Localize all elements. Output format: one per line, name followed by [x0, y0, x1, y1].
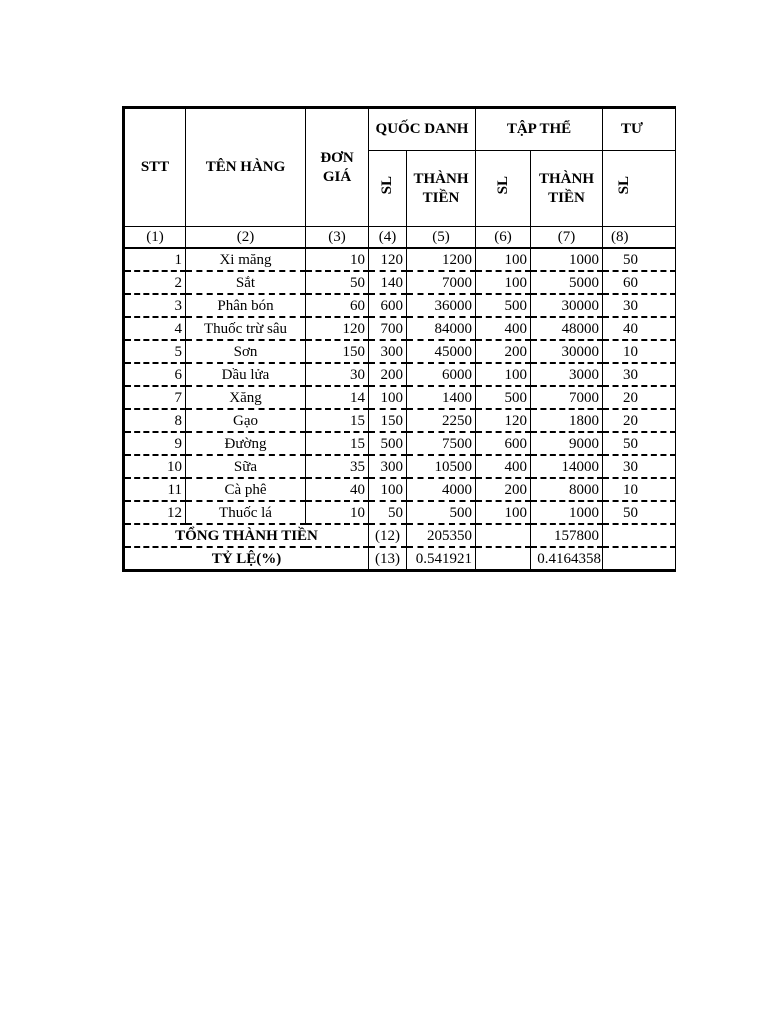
tt-amount-cell: 5000: [531, 271, 603, 294]
qd-qty-cell: 120: [369, 248, 407, 271]
total-quoc-danh: 205350: [407, 524, 476, 547]
index-cell: (4): [369, 227, 407, 249]
ratio-row: [124, 547, 676, 571]
header-tap-the: TẬP THỂ: [476, 108, 603, 151]
tt-amount-cell: 8000: [531, 478, 603, 501]
stt-cell: 8: [124, 409, 186, 432]
table-row: [124, 409, 676, 432]
header-sl-3-text: SL: [616, 176, 633, 195]
qd-amount-cell: 4000: [407, 478, 476, 501]
total-row: [124, 524, 676, 547]
total-empty: [603, 524, 676, 547]
qd-amount-cell: 1400: [407, 386, 476, 409]
table-row: [124, 432, 676, 455]
table-viewport: [122, 106, 643, 567]
tu-qty-cell: 50: [603, 248, 676, 271]
item-name-cell: Thuốc trừ sâu: [186, 317, 306, 340]
data-rows: [124, 248, 676, 524]
tt-amount-cell: 14000: [531, 455, 603, 478]
unit-price-cell: 50: [306, 271, 369, 294]
unit-price-cell: 150: [306, 340, 369, 363]
index-cell: (8): [603, 227, 676, 249]
goods-table: [122, 106, 676, 572]
index-cell: (7): [531, 227, 603, 249]
tt-qty-cell: 100: [476, 248, 531, 271]
unit-price-cell: 40: [306, 478, 369, 501]
unit-price-cell: 10: [306, 501, 369, 524]
tt-amount-cell: 30000: [531, 294, 603, 317]
header-tu: [603, 108, 676, 151]
header-sl-1-text: SL: [379, 176, 395, 195]
tu-qty-cell: 20: [603, 409, 676, 432]
tt-amount-cell: 1800: [531, 409, 603, 432]
qd-qty-cell: 600: [369, 294, 407, 317]
tt-qty-cell: 400: [476, 317, 531, 340]
unit-price-cell: 120: [306, 317, 369, 340]
tu-qty-cell: 20: [603, 386, 676, 409]
qd-qty-cell: 100: [369, 386, 407, 409]
qd-qty-cell: 300: [369, 340, 407, 363]
tu-qty-cell: 50: [603, 501, 676, 524]
index-cell: (1): [124, 227, 186, 249]
tu-qty-cell: 60: [603, 271, 676, 294]
qd-amount-cell: 36000: [407, 294, 476, 317]
table-row: [124, 294, 676, 317]
tt-qty-cell: 100: [476, 363, 531, 386]
tt-qty-cell: 600: [476, 432, 531, 455]
stt-cell: 5: [124, 340, 186, 363]
tt-qty-cell: 100: [476, 501, 531, 524]
tt-amount-cell: 1000: [531, 248, 603, 271]
tt-amount-cell: 3000: [531, 363, 603, 386]
index-cell: (6): [476, 227, 531, 249]
header-sl-3: [603, 151, 676, 227]
unit-price-cell: 60: [306, 294, 369, 317]
qd-amount-cell: 1200: [407, 248, 476, 271]
header-sl-2-text: SL: [494, 176, 511, 195]
total-code: (12): [369, 524, 407, 547]
unit-price-cell: 10: [306, 248, 369, 271]
qd-amount-cell: 45000: [407, 340, 476, 363]
item-name-cell: Gạo: [186, 409, 306, 432]
item-name-cell: Cà phê: [186, 478, 306, 501]
header-thanh-tien-2: THÀNH TIỀN: [531, 151, 603, 227]
qd-qty-cell: 500: [369, 432, 407, 455]
table-row: [124, 317, 676, 340]
qd-qty-cell: 140: [369, 271, 407, 294]
item-name-cell: Dầu lửa: [186, 363, 306, 386]
unit-price-cell: 35: [306, 455, 369, 478]
index-cell: (5): [407, 227, 476, 249]
ratio-empty: [603, 547, 676, 571]
table-row: [124, 271, 676, 294]
unit-price-cell: 15: [306, 432, 369, 455]
ratio-empty: [476, 547, 531, 571]
index-row: [124, 227, 676, 249]
unit-price-cell: 14: [306, 386, 369, 409]
item-name-cell: Xăng: [186, 386, 306, 409]
header-stt: STT: [124, 108, 186, 227]
item-name-cell: Sơn: [186, 340, 306, 363]
tt-qty-cell: 200: [476, 340, 531, 363]
item-name-cell: Sắt: [186, 271, 306, 294]
tt-qty-cell: 500: [476, 294, 531, 317]
stt-cell: 4: [124, 317, 186, 340]
tu-qty-cell: 50: [603, 432, 676, 455]
header-don-gia: ĐƠN GIÁ: [306, 108, 369, 227]
qd-amount-cell: 7000: [407, 271, 476, 294]
stt-cell: 6: [124, 363, 186, 386]
header-sl-2: [476, 151, 531, 227]
table-row: [124, 363, 676, 386]
tt-amount-cell: 9000: [531, 432, 603, 455]
tu-qty-cell: 30: [603, 455, 676, 478]
tt-amount-cell: 48000: [531, 317, 603, 340]
qd-qty-cell: 700: [369, 317, 407, 340]
stt-cell: 2: [124, 271, 186, 294]
index-cell: (2): [186, 227, 306, 249]
item-name-cell: Phân bón: [186, 294, 306, 317]
qd-amount-cell: 84000: [407, 317, 476, 340]
item-name-cell: Đường: [186, 432, 306, 455]
header-thanh-tien-1: THÀNH TIỀN: [407, 151, 476, 227]
tt-qty-cell: 200: [476, 478, 531, 501]
stt-cell: 7: [124, 386, 186, 409]
header-sl-1: [369, 151, 407, 227]
tu-qty-cell: 30: [603, 294, 676, 317]
unit-price-cell: 30: [306, 363, 369, 386]
qd-amount-cell: 2250: [407, 409, 476, 432]
tu-qty-cell: 40: [603, 317, 676, 340]
tu-qty-cell: 10: [603, 340, 676, 363]
qd-qty-cell: 200: [369, 363, 407, 386]
qd-qty-cell: 100: [369, 478, 407, 501]
header-tu-text: TƯ: [621, 121, 643, 137]
stt-cell: 3: [124, 294, 186, 317]
table-row: [124, 386, 676, 409]
table-row: [124, 248, 676, 271]
index-cell: (3): [306, 227, 369, 249]
ratio-quoc-danh: 0.541921: [407, 547, 476, 571]
tt-qty-cell: 400: [476, 455, 531, 478]
ratio-code: (13): [369, 547, 407, 571]
header-ten-hang: TÊN HÀNG: [186, 108, 306, 227]
tt-qty-cell: 500: [476, 386, 531, 409]
ratio-label: TỶ LỆ(%): [124, 547, 369, 571]
tt-qty-cell: 120: [476, 409, 531, 432]
table-row: [124, 340, 676, 363]
item-name-cell: Thuốc lá: [186, 501, 306, 524]
qd-qty-cell: 50: [369, 501, 407, 524]
item-name-cell: Xi măng: [186, 248, 306, 271]
qd-qty-cell: 300: [369, 455, 407, 478]
table-row: [124, 455, 676, 478]
item-name-cell: Sữa: [186, 455, 306, 478]
total-empty: [476, 524, 531, 547]
table-row: [124, 478, 676, 501]
tt-amount-cell: 30000: [531, 340, 603, 363]
tu-qty-cell: 10: [603, 478, 676, 501]
header-quoc-danh: QUỐC DANH: [369, 108, 476, 151]
ratio-tap-the: 0.4164358: [531, 547, 603, 571]
tt-qty-cell: 100: [476, 271, 531, 294]
stt-cell: 12: [124, 501, 186, 524]
unit-price-cell: 15: [306, 409, 369, 432]
table-row: [124, 501, 676, 524]
tu-qty-cell: 30: [603, 363, 676, 386]
stt-cell: 9: [124, 432, 186, 455]
stt-cell: 1: [124, 248, 186, 271]
stt-cell: 11: [124, 478, 186, 501]
total-label: TỔNG THÀNH TIỀN: [124, 524, 369, 547]
total-tap-the: 157800: [531, 524, 603, 547]
qd-amount-cell: 500: [407, 501, 476, 524]
qd-amount-cell: 7500: [407, 432, 476, 455]
stt-cell: 10: [124, 455, 186, 478]
qd-qty-cell: 150: [369, 409, 407, 432]
tt-amount-cell: 1000: [531, 501, 603, 524]
qd-amount-cell: 6000: [407, 363, 476, 386]
qd-amount-cell: 10500: [407, 455, 476, 478]
tt-amount-cell: 7000: [531, 386, 603, 409]
